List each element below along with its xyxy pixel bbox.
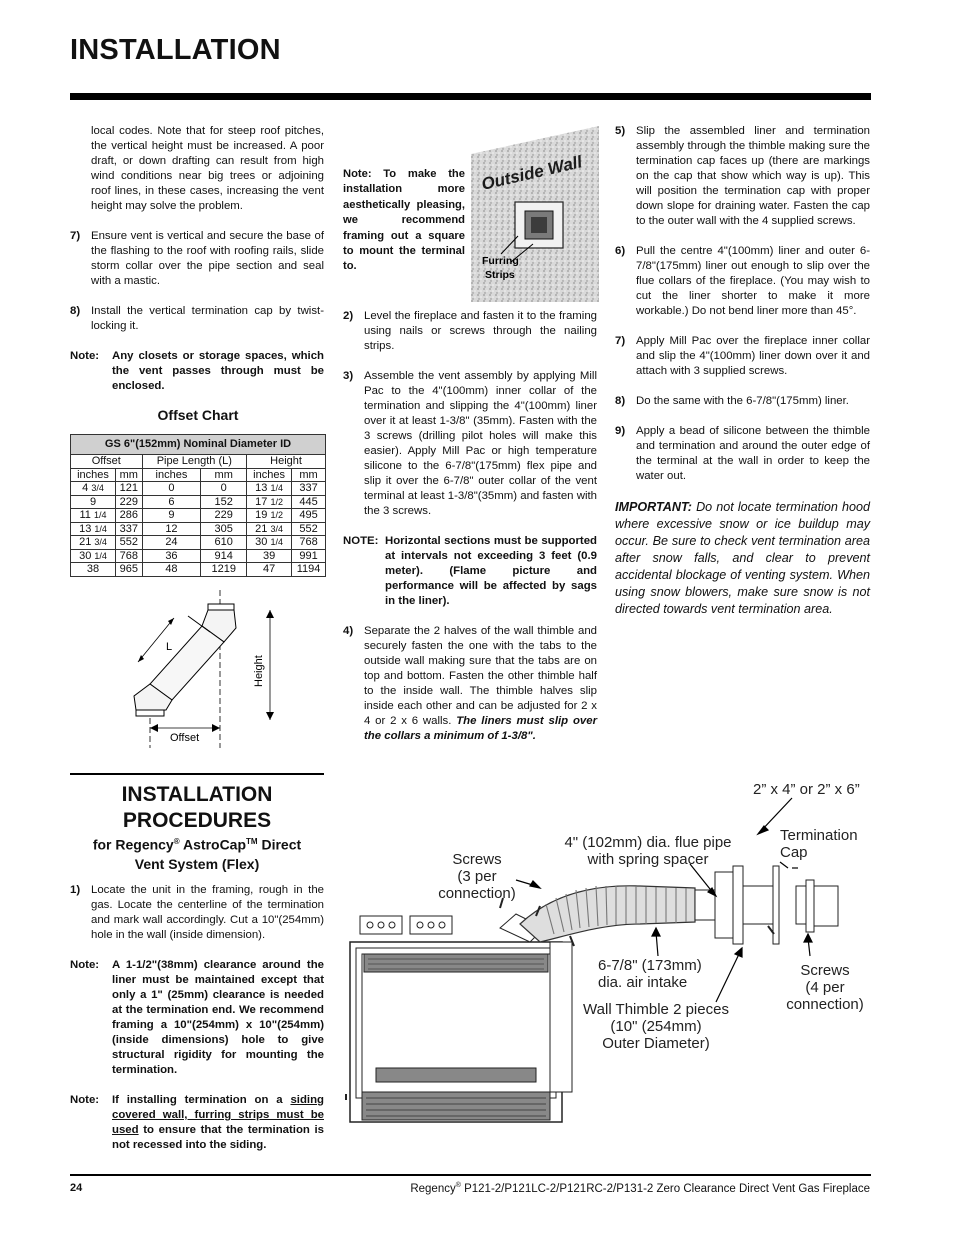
- important-text: Do not locate termination hood where excessive snow or ice buildup may occur. Be sure to check vent termination area after snow falls, and clear to prevent accidental blockage of venting system. When using snow blowers, make sure snow is not directed towards vent termination area.: [615, 500, 870, 616]
- step-8: [615, 394, 870, 409]
- column-2: [343, 309, 597, 759]
- step-text: Install the vertical termination cap by twist-locking it.: [91, 305, 324, 332]
- table-cell: [142, 495, 201, 509]
- label-line: 6-7/8" (173mm): [598, 957, 702, 974]
- note-text: Any closets or storage spaces, which the vent passes through must be enclosed.: [112, 350, 324, 392]
- registered-mark: ®: [455, 1182, 461, 1189]
- table-cell: [201, 522, 247, 536]
- step-text: Locate the unit in the framing, rough in the gas. Locate the centerline of the termination and mark wall accordingly. Cut a 10"(254mm) hole in the wall (inside dimension).: [91, 884, 324, 941]
- cell-value: 991: [299, 549, 318, 562]
- step-9: [615, 424, 870, 484]
- cell-fraction: 1/4: [270, 483, 283, 493]
- table-cell: [292, 522, 326, 536]
- important-warning: [615, 499, 870, 618]
- intro-paragraph: local codes. Note that for steep roof pitches, the vertical height must be increased. A poor draft, or down drafting can result from high wind conditions near big trees or adjoining roof lines, in these cases, increasing the vent height may solve the problem.: [91, 125, 324, 212]
- step-8: [70, 304, 324, 334]
- cell-value: 4: [82, 482, 89, 494]
- offset-pipe-diagram: [120, 590, 280, 748]
- step-text: Pull the centre 4"(100mm) liner and outer 6-7/8"(175mm) liner out enough to slip over the flue collars of the fireplace. (You may wish to cut the liner shorter to make it more workable.) Do not bend liner more than 45°.: [636, 245, 870, 317]
- unit: inches: [247, 468, 292, 482]
- step-text: Slip the assembled liner and termination assembly through the thimble making sure the termination cap faces up (there are markings on the cap that show which way is up). This will position the termination cap with proper down slope for draining water. Fasten the cap to the outer wall with the 4 supplied screws.: [636, 125, 870, 227]
- table-row: [71, 495, 326, 509]
- cell-value: 552: [119, 536, 138, 548]
- step-6: [615, 244, 870, 319]
- footer-models: P121-2/P121LC-2/P121RC-2/P131-2 Zero Clearance Direct Vent Gas Fireplace: [460, 1182, 870, 1195]
- registered-mark: ®: [173, 837, 180, 846]
- cell-value: 39: [262, 549, 276, 562]
- cell-value: 47: [262, 563, 276, 575]
- procedures-title-line-1: INSTALLATION: [121, 783, 273, 806]
- footer-product-line: [410, 1182, 870, 1195]
- label-line: Termination: [780, 827, 858, 844]
- subtitle-part: for Regency: [92, 836, 174, 853]
- cell-value: 229: [119, 495, 138, 508]
- label-l: L: [166, 641, 173, 653]
- cell-fraction: 1/4: [94, 523, 107, 534]
- table-cell: [116, 495, 143, 509]
- page-number: 24: [70, 1182, 83, 1194]
- table-cell: [201, 482, 247, 496]
- step-2: [343, 309, 597, 354]
- top-divider: [70, 93, 871, 100]
- table-cell: [247, 482, 292, 496]
- cell-fraction: 1/4: [93, 510, 107, 520]
- cell-fraction: 3/4: [270, 523, 283, 534]
- table-cell: [292, 509, 326, 523]
- step-number: 5): [615, 125, 626, 137]
- cell-value: 6: [168, 495, 175, 508]
- label-line: Outer Diameter): [602, 1035, 710, 1052]
- step-number: 2): [343, 310, 354, 322]
- cell-value: 11: [79, 509, 91, 521]
- closets-note: [70, 349, 324, 394]
- table-cell: [71, 549, 116, 563]
- label-line: (10" (254mm): [610, 1018, 702, 1035]
- cell-value: 768: [299, 536, 318, 548]
- clearance-note: [70, 958, 324, 1078]
- screws-4-label: [780, 962, 870, 1013]
- outside-wall-figure: [471, 126, 599, 302]
- table-row: [71, 482, 326, 496]
- unit: inches: [142, 468, 201, 482]
- air-intake-label: [598, 957, 702, 991]
- flue-pipe-label: [556, 834, 740, 868]
- cell-value: 337: [119, 522, 138, 535]
- procedures-title: [70, 782, 324, 834]
- cell-value: 24: [165, 536, 178, 548]
- label-line: Cap: [780, 844, 808, 861]
- table-cell: [71, 536, 116, 550]
- procedures-subtitle: [70, 832, 324, 874]
- unit: mm: [201, 468, 247, 482]
- cell-value: 30: [255, 536, 268, 548]
- cell-value: 121: [119, 482, 138, 494]
- cell-value: 965: [119, 563, 138, 575]
- table-cell: [142, 522, 201, 536]
- group-offset: Offset: [71, 455, 143, 469]
- cell-value: 445: [299, 495, 318, 508]
- cell-value: 9: [168, 509, 175, 521]
- table-cell: [142, 482, 201, 496]
- procedures-title-line-2: PROCEDURES: [122, 809, 272, 832]
- step-number: 7): [615, 335, 626, 347]
- table-title: GS 6"(152mm) Nominal Diameter ID: [71, 435, 326, 455]
- offset-chart-title: Offset Chart: [157, 407, 239, 423]
- column-3: [615, 124, 870, 618]
- offset-table: [70, 434, 326, 577]
- step-number: 1): [70, 884, 81, 896]
- table-cell: [247, 509, 292, 523]
- cell-fraction: 1/4: [94, 550, 107, 561]
- step-number: 3): [343, 370, 354, 382]
- installation-diagram: [340, 776, 875, 1166]
- note-part: to ensure that the termination is not recessed into the siding.: [112, 1124, 324, 1151]
- table-cell: [71, 495, 116, 509]
- procedures-body: [70, 883, 324, 1168]
- step-3: [343, 369, 597, 519]
- cell-value: 0: [220, 482, 227, 494]
- note-underlined: siding covered wall, furring strips must be used: [112, 1094, 324, 1136]
- cell-value: 21: [255, 522, 268, 535]
- step-7: [70, 229, 324, 289]
- subtitle-part: AstroCap: [179, 836, 247, 853]
- wall-size-label: 2” x 4” or 2” x 6”: [753, 781, 860, 798]
- procedure-step-1: [70, 883, 324, 943]
- table-cell: [247, 495, 292, 509]
- table-cell: [71, 509, 116, 523]
- cell-value: 229: [214, 509, 233, 521]
- step-4-text: Separate the 2 halves of the wall thimble and securely fasten the one with the tabs to the outside wall making sure that the tabs are on top and bottom. Fasten the other thimble half to the inside wall. The thimble halves slip inside each other and can be adjusted for 2 x 4 or 2 x 6 walls.: [364, 625, 597, 727]
- table-row: [71, 536, 326, 550]
- unit: inches: [71, 468, 116, 482]
- step-text: Assemble the vent assembly by applying Mill Pac to the 4"(100mm) inner collar of the termination and slipping the 4"(100mm) liner over it at least 1-3/8" (35mm). Fasten with the 3 screws (drilling pilot holes will make this easier). Apply Mill Pac or high temperature silicone to the 6-7/8"(175mm) flex pipe and slip it over the 6-7/8" outer collar of the vent terminal at least 1-3/8"(35mm) and fasten with the 3 screws.: [364, 370, 597, 517]
- horizontal-note: [343, 534, 597, 609]
- cell-fraction: 1/2: [270, 496, 283, 507]
- note-label: Note:: [70, 1094, 100, 1106]
- outside-wall-label: Outside Wall: [479, 152, 584, 194]
- step-4-emphasis: The liners must slip over the collars a minimum of 1-3/8".: [364, 715, 598, 742]
- important-label: IMPORTANT:: [615, 500, 692, 514]
- cell-value: 13: [79, 522, 92, 535]
- table-cell: [142, 536, 201, 550]
- table-cell: [116, 549, 143, 563]
- cell-value: 30: [79, 549, 92, 562]
- table-row: [71, 522, 326, 536]
- step-text: Level the fireplace and fasten it to the framing using nails or screws through the nailing strips.: [364, 310, 597, 352]
- table-cell: [116, 509, 143, 523]
- table-row: [71, 509, 326, 523]
- framing-note: Note: To make the installation more aesthetically pleasing, we recommend framing out a square to mount the terminal to.: [343, 168, 465, 273]
- siding-note: [70, 1093, 324, 1153]
- unit: mm: [116, 468, 143, 482]
- note-text: A 1-1/2"(38mm) clearance around the liner must be maintained except that only a 1" (25mm) clearance is needed at the termination end. We recommend framing a 10"(254mm) x 10"(254mm) (inside dimensions) hole to give structural rigidity for mounting the termination.: [112, 959, 324, 1076]
- cell-value: 36: [165, 549, 178, 562]
- table-cell: [201, 495, 247, 509]
- table-cell: [247, 522, 292, 536]
- step-number: 4): [343, 625, 354, 637]
- table-cell: [247, 549, 292, 563]
- cell-value: 21: [79, 536, 92, 548]
- table-cell: [142, 563, 201, 577]
- cell-value: 1219: [211, 563, 236, 575]
- cell-value: 552: [299, 522, 318, 535]
- table-cell: [201, 536, 247, 550]
- subtitle-line-2: Vent System (Flex): [134, 855, 260, 872]
- note-label: Note:: [70, 959, 100, 971]
- screws-3-label: [432, 851, 522, 902]
- group-pipe-length: Pipe Length (L): [142, 455, 247, 469]
- footer-brand: Regency: [410, 1182, 456, 1195]
- table-cell: [247, 536, 292, 550]
- subtitle-part: Direct: [257, 836, 302, 853]
- cell-value: 610: [214, 536, 233, 548]
- table-row: [71, 563, 326, 577]
- label-line: dia. air intake: [598, 974, 688, 991]
- page-title: INSTALLATION: [70, 34, 281, 66]
- label-line: (3 per: [457, 868, 497, 885]
- unit: mm: [292, 468, 326, 482]
- table-cell: [292, 495, 326, 509]
- footer-divider: [70, 1174, 871, 1176]
- label-line: Wall Thimble 2 pieces: [583, 1001, 729, 1018]
- step-number: 9): [615, 425, 626, 437]
- cell-value: 768: [119, 549, 138, 562]
- label-line: (4 per: [805, 979, 845, 996]
- cell-value: 17: [255, 495, 268, 508]
- step-number: 6): [615, 245, 626, 257]
- table-cell: [142, 549, 201, 563]
- cell-value: 19: [255, 509, 268, 521]
- table-cell: [292, 536, 326, 550]
- label-line: connection): [438, 885, 516, 902]
- wall-thimble-label: [574, 1001, 738, 1052]
- table-cell: [116, 482, 143, 496]
- cell-value: 305: [214, 522, 233, 535]
- note-text: [112, 1093, 324, 1153]
- cell-value: 337: [299, 482, 318, 494]
- cell-value: 9: [89, 495, 97, 508]
- strips-label: Strips: [485, 269, 515, 281]
- cell-value: 38: [86, 563, 100, 575]
- label-line: Screws: [800, 962, 850, 979]
- table-cell: [142, 509, 201, 523]
- table-cell: [116, 536, 143, 550]
- step-text: [364, 624, 597, 744]
- cell-fraction: 3/4: [91, 483, 104, 493]
- label-line: with spring spacer: [587, 851, 709, 868]
- note-label: Note:: [70, 350, 100, 362]
- furring-label: Furring: [482, 255, 519, 267]
- table-cell: [71, 522, 116, 536]
- step-number: 8): [70, 305, 81, 317]
- step-number: 8): [615, 395, 626, 407]
- label-height: Height: [253, 655, 265, 687]
- table-cell: [71, 482, 116, 496]
- cell-value: 48: [165, 563, 178, 575]
- cell-value: 495: [299, 509, 318, 521]
- step-text: Apply a bead of silicone between the thimble and termination and around the outer edge of the terminal at the wall in order to keep the water out.: [636, 425, 870, 482]
- step-text: Ensure vent is vertical and secure the base of the flashing to the roof with roofing rails, slide storm collar over the pipe section and seal with a mastic.: [91, 230, 324, 287]
- table-cell: [292, 549, 326, 563]
- label-line: connection): [786, 996, 864, 1013]
- table-row: [71, 549, 326, 563]
- procedures-divider: [70, 773, 324, 775]
- table-cell: [71, 563, 116, 577]
- cell-value: 152: [214, 495, 233, 508]
- cell-value: 13: [255, 482, 268, 494]
- step-text: Do the same with the 6-7/8"(175mm) liner.: [636, 395, 849, 407]
- trademark-mark: TM: [246, 837, 258, 846]
- step-7: [615, 334, 870, 379]
- column-1: [70, 124, 324, 409]
- label-line: Screws: [452, 851, 502, 868]
- cell-value: 12: [165, 522, 178, 535]
- note-label: NOTE:: [343, 535, 379, 547]
- cell-value: 0: [168, 482, 175, 494]
- step-number: 7): [70, 230, 81, 242]
- step-4: [343, 624, 597, 744]
- termination-cap-label: [780, 827, 858, 861]
- table-cell: [201, 509, 247, 523]
- cell-fraction: 3/4: [94, 537, 107, 547]
- label-line: 4" (102mm) dia. flue pipe: [564, 834, 732, 851]
- table-cell: [201, 549, 247, 563]
- cell-value: 1194: [296, 563, 321, 575]
- note-text: Horizontal sections must be supported at intervals not exceeding 3 feet (0.9 meter). (Flame picture and performance will be affected by sags in the liner).: [385, 535, 597, 607]
- table-cell: [247, 563, 292, 577]
- table-cell: [292, 482, 326, 496]
- group-height: Height: [247, 455, 326, 469]
- cell-value: 914: [214, 549, 233, 562]
- table-cell: [201, 563, 247, 577]
- table-cell: [116, 522, 143, 536]
- step-text: Apply Mill Pac over the fireplace inner collar and slip the 4"(100mm) liner down over it and attach with 3 supplied screws.: [636, 335, 870, 377]
- table-cell: [116, 563, 143, 577]
- cell-value: 286: [119, 509, 138, 521]
- label-offset: Offset: [170, 732, 200, 744]
- table-cell: [292, 563, 326, 577]
- note-part: If installing termination on a: [112, 1094, 291, 1106]
- cell-fraction: 1/2: [270, 510, 283, 520]
- cell-fraction: 1/4: [270, 537, 283, 547]
- step-5: [615, 124, 870, 229]
